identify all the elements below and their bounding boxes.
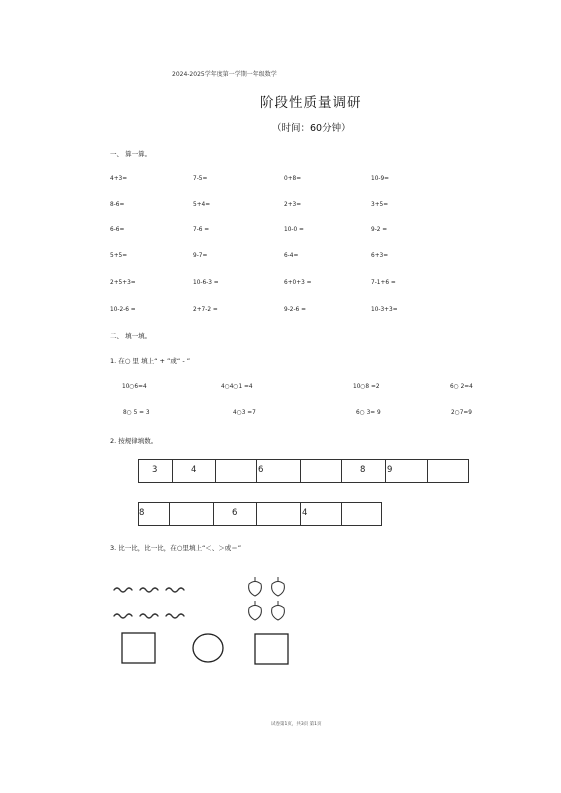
sequence-number: 4 bbox=[302, 508, 308, 518]
worm-icon bbox=[140, 588, 158, 592]
calc-item: 6+3= bbox=[371, 253, 389, 259]
calc-item: 6-6= bbox=[110, 227, 125, 233]
calc-item: 2+5+3= bbox=[110, 280, 136, 286]
sequence-number: 6 bbox=[258, 465, 264, 475]
apple-icon bbox=[249, 601, 262, 620]
sequence-cell bbox=[257, 460, 301, 482]
apple-icon bbox=[249, 577, 262, 596]
section-1-heading: 一、 算一算。 bbox=[110, 150, 152, 158]
sequence-number: 4 bbox=[191, 465, 197, 475]
calc-item: 8-6= bbox=[110, 202, 125, 208]
calc-item: 9-7= bbox=[193, 253, 208, 259]
calc-item: 7-1+6 = bbox=[371, 280, 396, 286]
calc-item: 4+3= bbox=[110, 176, 128, 182]
worm-icon bbox=[114, 614, 132, 618]
sequence-cell bbox=[139, 460, 173, 482]
apple-icons bbox=[244, 575, 294, 625]
sequence-number: 8 bbox=[139, 508, 145, 518]
calc-item: 7-5= bbox=[193, 176, 208, 182]
apple-icon bbox=[272, 601, 285, 620]
sign-fill-item: 6○ 3= 9 bbox=[356, 410, 381, 416]
sign-fill-item: 10○6=4 bbox=[122, 384, 147, 390]
calc-item: 0+8= bbox=[284, 176, 302, 182]
q3-prompt: 3. 比一比，比一比，在○里填上“＜、＞或＝” bbox=[110, 544, 242, 552]
sequence-grid-2 bbox=[138, 502, 382, 526]
q1-prompt: 1. 在○ 里 填上“ + ”或“ - ” bbox=[110, 357, 191, 365]
worm-icons bbox=[110, 580, 200, 620]
calc-item: 10-0 = bbox=[284, 227, 304, 233]
calc-item: 6+0+3 = bbox=[284, 280, 312, 286]
compare-circle bbox=[193, 634, 223, 662]
sequence-grid-1 bbox=[138, 459, 469, 483]
sign-fill-item: 8○ 5 = 3 bbox=[123, 410, 150, 416]
compare-shapes bbox=[118, 630, 298, 670]
sequence-number: 9 bbox=[387, 465, 393, 475]
sequence-number: 3 bbox=[152, 465, 158, 475]
calc-item: 9-2 = bbox=[371, 227, 388, 233]
answer-square-left bbox=[122, 633, 155, 663]
calc-item: 10-6-3 = bbox=[193, 280, 219, 286]
sequence-cell bbox=[342, 460, 386, 482]
worm-icon bbox=[166, 588, 184, 592]
sign-fill-item: 4○4○1 =4 bbox=[221, 384, 253, 390]
calc-item: 5+4= bbox=[193, 202, 211, 208]
sequence-cell bbox=[428, 460, 468, 482]
calc-item: 10-9= bbox=[371, 176, 390, 182]
time-limit: （时间：60分钟） bbox=[272, 123, 351, 134]
sign-fill-item: 2○7=9 bbox=[451, 410, 472, 416]
sequence-cell bbox=[386, 460, 428, 482]
sign-fill-item: 4○3 =7 bbox=[233, 410, 256, 416]
q2-prompt: 2. 按规律填数。 bbox=[110, 437, 158, 445]
sequence-cell bbox=[173, 460, 216, 482]
worm-icon bbox=[140, 614, 158, 618]
sign-fill-item: 10○8 =2 bbox=[353, 384, 380, 390]
calc-item: 6-4= bbox=[284, 253, 299, 259]
sequence-cell bbox=[139, 503, 170, 525]
sequence-number: 6 bbox=[232, 508, 238, 518]
sign-fill-item: 6○ 2=4 bbox=[450, 384, 473, 390]
page-footer: 试卷第1页，共3页 第1页 bbox=[271, 722, 322, 727]
apple-icon bbox=[272, 577, 285, 596]
sequence-cell bbox=[214, 503, 257, 525]
worm-icon bbox=[166, 614, 184, 618]
calc-item: 5+5= bbox=[110, 253, 128, 259]
page-title: 阶段性质量调研 bbox=[260, 95, 362, 111]
section-2-heading: 二、 填一填。 bbox=[110, 332, 152, 340]
answer-square-right bbox=[255, 634, 288, 664]
sequence-cell bbox=[170, 503, 214, 525]
worm-icon bbox=[114, 588, 132, 592]
exam-header: 2024-2025学年度第一学期一年级数学 bbox=[172, 71, 277, 78]
calc-item: 9-2-6 = bbox=[284, 307, 306, 313]
sequence-cell bbox=[342, 503, 381, 525]
calc-item: 10-2-6 = bbox=[110, 307, 136, 313]
sequence-number: 8 bbox=[360, 465, 366, 475]
calc-item: 10-3+3= bbox=[371, 307, 398, 313]
calc-item: 7-6 = bbox=[193, 227, 210, 233]
sequence-cell bbox=[216, 460, 257, 482]
sequence-cell bbox=[257, 503, 301, 525]
sequence-cell bbox=[301, 460, 342, 482]
calc-item: 3+5= bbox=[371, 202, 389, 208]
calc-item: 2+3= bbox=[284, 202, 302, 208]
calc-item: 2+7-2 = bbox=[193, 307, 218, 313]
sequence-cell bbox=[301, 503, 342, 525]
